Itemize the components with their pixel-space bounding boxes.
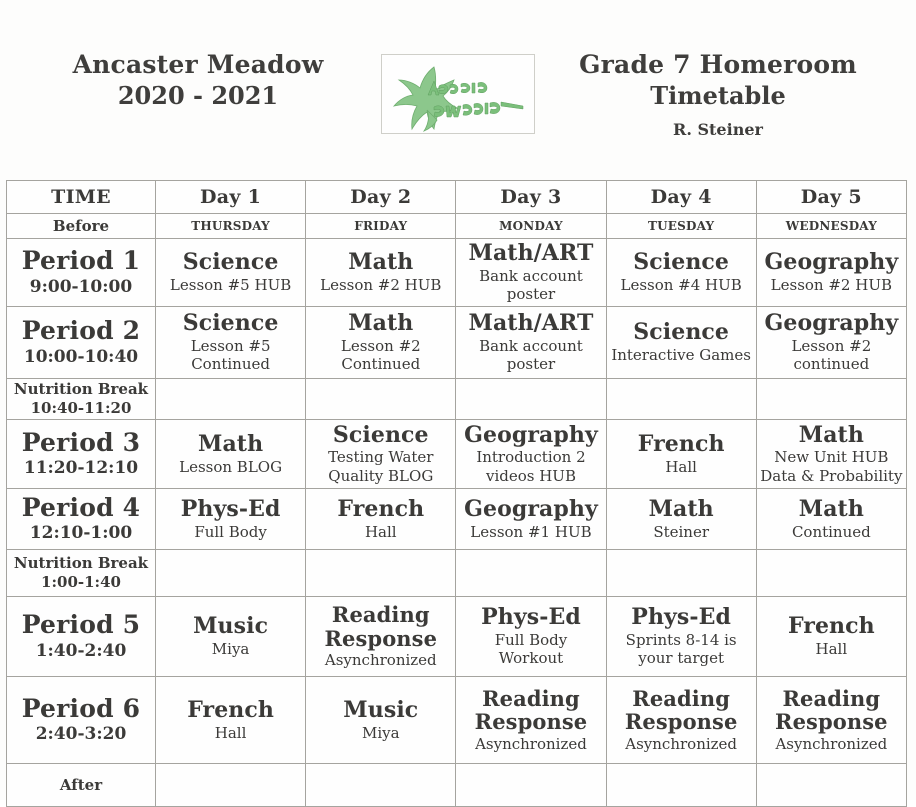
period-time: 10:00-10:40: [23, 346, 139, 367]
timetable-cell: [306, 420, 456, 489]
weekday-cell-3: [456, 214, 606, 239]
page-header: [0, 42, 916, 160]
cell-subject: Phys-Ed: [180, 495, 281, 522]
timetable-cell-empty: [606, 764, 756, 807]
timetable-cell: [156, 239, 306, 307]
break-time: 10:40-11:20: [30, 398, 132, 417]
cell-detail: Full Body Workout: [494, 630, 568, 668]
cell-detail: Lesson #5 Continued: [190, 336, 271, 374]
break-name: Nutrition Break: [13, 380, 149, 399]
cell-detail: Hall: [364, 522, 397, 541]
weekday-cell-4: [606, 214, 756, 239]
timetable-cell: [306, 307, 456, 379]
break-time-cell: [7, 379, 156, 420]
before-label: Before: [52, 217, 110, 235]
timetable-cell: [606, 597, 756, 677]
timetable-cell-empty: [756, 550, 906, 597]
cell-detail: Miya: [361, 723, 400, 742]
cell-subject: Music: [193, 613, 269, 640]
ancaster-meadow-hawk-icon: [382, 55, 534, 141]
timetable-cell: [306, 597, 456, 677]
school-name: Ancaster Meadow: [72, 50, 324, 79]
cell-subject: Geography: [764, 310, 899, 337]
weekday-cell-5: [756, 214, 906, 239]
period-time-cell: [7, 489, 156, 550]
timetable-cell-empty: [606, 379, 756, 420]
column-header-label: Day 5: [800, 186, 862, 208]
timetable-cell-empty: [306, 550, 456, 597]
weekday-cell-2: [306, 214, 456, 239]
cell-detail: Continued: [791, 522, 871, 541]
document-title-block: [548, 42, 888, 139]
break-row: [7, 379, 907, 420]
weekday-row: [7, 214, 907, 239]
timetable-cell: [756, 420, 906, 489]
timetable-cell: [456, 489, 606, 550]
weekday-label: WEDNESDAY: [785, 219, 877, 233]
column-header-day-3: [456, 181, 606, 214]
cell-detail: Lesson #5 HUB: [169, 276, 292, 294]
cell-subject: Music: [343, 696, 419, 723]
timetable-cell: [156, 307, 306, 379]
cell-subject: Geography: [464, 421, 598, 448]
timetable-cell-empty: [156, 550, 306, 597]
column-header-time: [7, 181, 156, 214]
after-school-row: [7, 764, 907, 807]
cell-detail: New Unit HUB Data & Probability: [760, 448, 903, 485]
cell-subject: Math: [348, 249, 414, 276]
timetable-cell: [306, 239, 456, 307]
cell-subject: Science: [332, 421, 429, 448]
page-title: Grade 7 Homeroom: [579, 50, 857, 79]
cell-subject: Math/ART: [468, 240, 594, 266]
column-header-day-5: [756, 181, 906, 214]
timetable-cell: [156, 420, 306, 489]
timetable-cell: [456, 597, 606, 677]
timetable-cell: [456, 420, 606, 489]
period-time-cell: [7, 420, 156, 489]
period-row: [7, 307, 907, 379]
cell-subject: Science: [182, 249, 279, 276]
cell-subject: Math: [348, 310, 414, 337]
cell-detail: Hall: [214, 723, 247, 742]
cell-detail: Miya: [211, 640, 250, 659]
cell-detail: Sprints 8-14 is your target: [625, 630, 737, 668]
cell-detail: Lesson #2 continued: [791, 336, 872, 374]
cell-detail: Bank account poster: [479, 336, 583, 374]
school-year: 2020 - 2021: [117, 80, 279, 110]
column-header-day-2: [306, 181, 456, 214]
period-time: 9:00-10:00: [29, 276, 133, 297]
cell-detail: Asynchronized: [324, 651, 437, 670]
timetable-cell: [456, 677, 606, 764]
timetable-cell-empty: [156, 379, 306, 420]
cell-subject: Reading Response: [624, 685, 738, 735]
school-logo: [381, 54, 535, 134]
cell-subject: Geography: [464, 495, 598, 522]
period-name: Period 1: [21, 246, 141, 276]
timetable-cell: [606, 420, 756, 489]
timetable-cell: [456, 307, 606, 379]
cell-subject: Phys-Ed: [481, 604, 581, 631]
cell-detail: Lesson #4 HUB: [620, 276, 742, 294]
cell-detail: Lesson #2 HUB: [770, 276, 892, 294]
break-time-cell: [7, 550, 156, 597]
cell-detail: Lesson #2 HUB: [320, 276, 442, 294]
weekday-label: FRIDAY: [354, 219, 408, 233]
page-subtitle: Timetable: [650, 80, 786, 110]
break-row: [7, 550, 907, 597]
cell-subject: Math: [798, 495, 864, 522]
cell-subject: Math: [798, 421, 864, 448]
column-header-label: Day 4: [650, 186, 712, 208]
timetable-cell: [606, 489, 756, 550]
cell-detail: Bank account poster: [479, 266, 583, 304]
period-row: [7, 420, 907, 489]
cell-subject: Math: [198, 430, 264, 457]
cell-detail: Lesson #1 HUB: [470, 522, 592, 541]
timetable-cell: [156, 597, 306, 677]
period-row: [7, 489, 907, 550]
weekday-label: THURSDAY: [191, 219, 270, 233]
timetable-cell-empty: [756, 379, 906, 420]
cell-subject: Geography: [764, 249, 899, 276]
cell-subject: Math/ART: [468, 310, 594, 337]
timetable-cell-empty: [306, 379, 456, 420]
period-name: Period 5: [21, 610, 141, 640]
timetable-cell-empty: [156, 764, 306, 807]
timetable-cell: [756, 677, 906, 764]
timetable-cell: [456, 239, 606, 307]
timetable-cell: [156, 677, 306, 764]
column-header-label: Day 1: [200, 186, 262, 208]
cell-detail: Lesson BLOG: [179, 457, 283, 476]
period-time: 12:10-1:00: [29, 523, 133, 544]
weekday-label: MONDAY: [499, 219, 563, 233]
cell-subject: Science: [633, 249, 730, 276]
timetable-cell: [606, 239, 756, 307]
cell-detail: Full Body: [194, 522, 267, 541]
cell-subject: French: [787, 613, 875, 640]
column-header-label: TIME: [51, 186, 111, 208]
timetable-cell: [756, 489, 906, 550]
timetable-cell-empty: [456, 764, 606, 807]
period-name: Period 2: [21, 316, 141, 346]
timetable-cell-empty: [306, 764, 456, 807]
cell-subject: French: [337, 495, 425, 522]
cell-subject: Reading Response: [474, 685, 588, 735]
cell-subject: French: [187, 696, 274, 723]
break-name: Nutrition Break: [13, 554, 149, 573]
cell-detail: Lesson #2 Continued: [340, 336, 421, 374]
cell-detail: Asynchronized: [625, 734, 738, 753]
period-row: [7, 239, 907, 307]
timetable-cell: [606, 307, 756, 379]
cell-detail: Introduction 2 videos HUB: [476, 448, 586, 485]
cell-detail: Testing Water Quality BLOG: [328, 448, 434, 485]
timetable-container: [6, 180, 906, 807]
timetable-cell: [156, 489, 306, 550]
timetable-cell: [306, 489, 456, 550]
school-header: [28, 42, 368, 110]
period-time-cell: [7, 307, 156, 379]
period-time: 2:40-3:20: [35, 724, 127, 745]
timetable-cell-empty: [456, 550, 606, 597]
weekday-cell-1: [156, 214, 306, 239]
teacher-name: R. Steiner: [673, 119, 763, 139]
period-time: 1:40-2:40: [35, 640, 127, 661]
before-school-cell: [7, 214, 156, 239]
table-header-row: [7, 181, 907, 214]
cell-subject: French: [637, 430, 725, 457]
cell-subject: Reading Response: [324, 602, 438, 651]
period-name: Period 4: [21, 492, 141, 522]
timetable-cell: [606, 677, 756, 764]
period-time-cell: [7, 677, 156, 764]
break-time: 1:00-1:40: [41, 572, 121, 591]
cell-subject: Science: [633, 319, 730, 346]
timetable-cell: [756, 597, 906, 677]
timetable: [6, 180, 907, 807]
period-row: [7, 597, 907, 677]
timetable-cell-empty: [756, 764, 906, 807]
cell-subject: Phys-Ed: [631, 604, 731, 631]
cell-detail: Asynchronized: [775, 734, 888, 753]
column-header-day-1: [156, 181, 306, 214]
cell-subject: Reading Response: [775, 685, 888, 735]
period-row: [7, 677, 907, 764]
after-school-cell: [7, 764, 156, 807]
period-time-cell: [7, 239, 156, 307]
cell-detail: Interactive Games: [611, 346, 751, 365]
cell-subject: Math: [648, 495, 714, 522]
cell-subject: Science: [182, 310, 279, 337]
cell-detail: Hall: [665, 457, 697, 476]
cell-detail: Hall: [815, 640, 848, 659]
cell-detail: Steiner: [653, 522, 709, 541]
column-header-label: Day 3: [500, 186, 562, 208]
period-time-cell: [7, 597, 156, 677]
period-name: Period 6: [21, 693, 141, 723]
period-time: 11:20-12:10: [23, 458, 139, 479]
period-name: Period 3: [21, 427, 141, 457]
timetable-cell: [756, 307, 906, 379]
cell-detail: Asynchronized: [475, 734, 587, 753]
timetable-cell-empty: [606, 550, 756, 597]
column-header-day-4: [606, 181, 756, 214]
timetable-cell: [756, 239, 906, 307]
timetable-cell-empty: [456, 379, 606, 420]
timetable-cell: [306, 677, 456, 764]
after-label: After: [59, 776, 103, 795]
weekday-label: TUESDAY: [648, 219, 715, 233]
column-header-label: Day 2: [350, 186, 412, 208]
